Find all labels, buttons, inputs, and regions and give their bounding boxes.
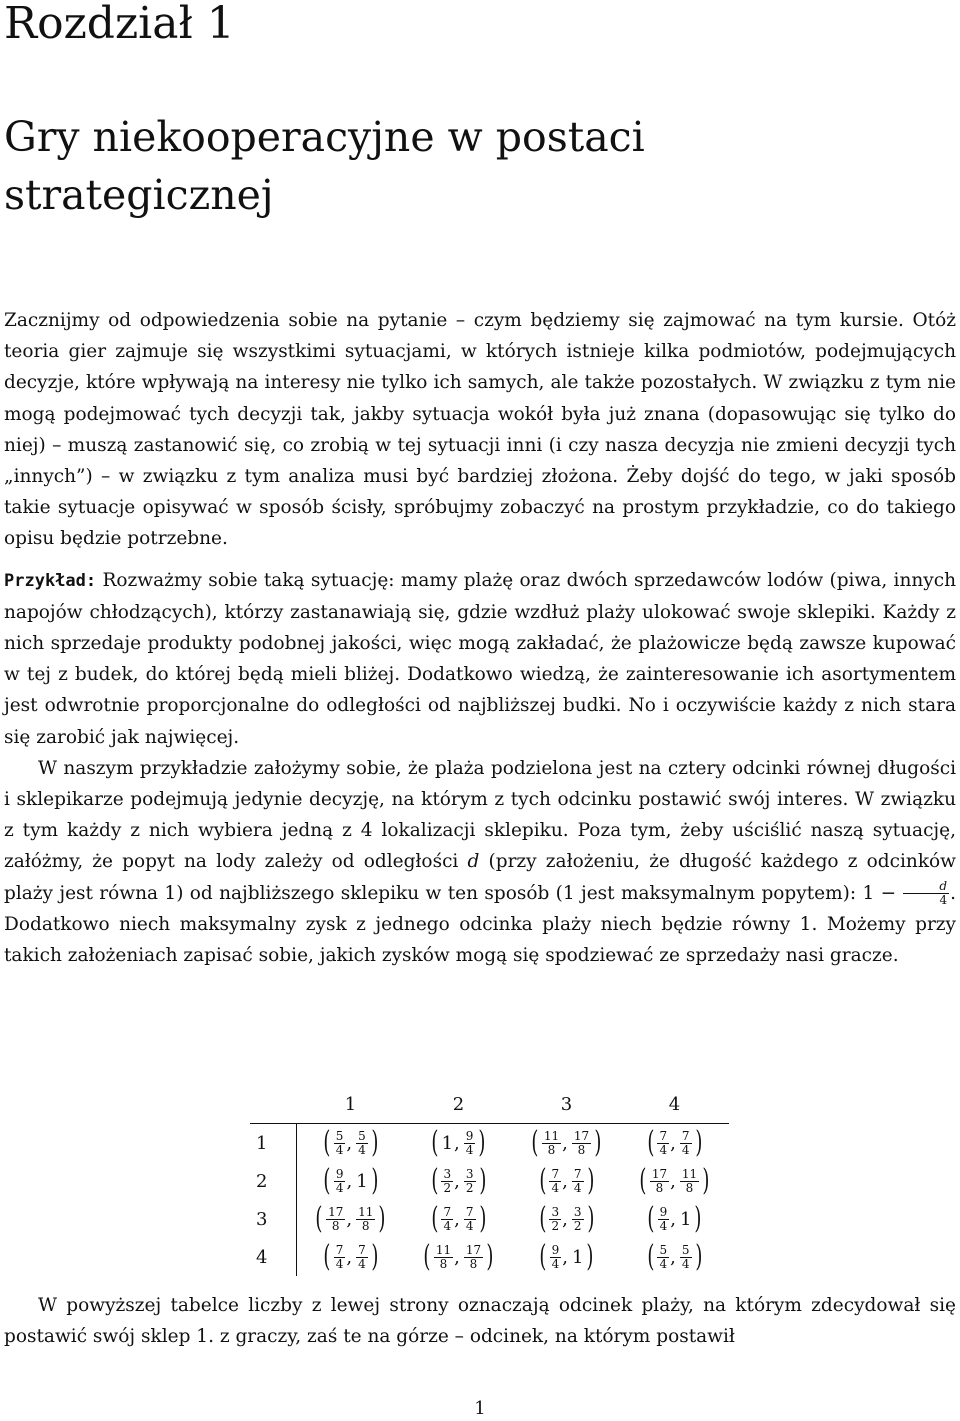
payoff-cell [405, 1124, 513, 1163]
payoff-pair [529, 1125, 604, 1160]
payoff-pair [321, 1163, 380, 1198]
payoff-corner [250, 1085, 297, 1124]
fraction-numerator: 5 [659, 1242, 668, 1257]
fraction-denominator: 8 [439, 1256, 448, 1271]
fraction-denominator: 8 [469, 1256, 478, 1271]
comma: , [670, 1246, 676, 1268]
assumptions-text-b: (przy założeniu, że długość każdego z odcinków plaży jest równa 1) od najbliższego sklepiku w ten sposób (1 jest maksymalnym popytem): 1 − [4, 851, 956, 904]
right-paren: ) [594, 1125, 602, 1160]
payoff-pair [421, 1239, 496, 1274]
fraction-denominator: 4 [358, 1256, 366, 1271]
payoff-col-header: 3 [513, 1085, 621, 1124]
payoff-pair [537, 1201, 596, 1236]
payoff-fraction [434, 1244, 453, 1271]
payoff-fraction [326, 1206, 345, 1233]
fraction-denominator: 2 [551, 1218, 560, 1233]
payoff-pair [429, 1201, 488, 1236]
payoff-cell [405, 1200, 513, 1238]
left-paren: ( [539, 1163, 547, 1198]
payoff-whole-value: 1 [356, 1170, 368, 1192]
payoff-cell [297, 1162, 405, 1200]
payoff-cell [513, 1200, 621, 1238]
fraction-denominator: 8 [361, 1218, 370, 1233]
right-paren: ) [586, 1239, 594, 1274]
fraction-numerator: 17 [465, 1242, 482, 1257]
payoff-row [250, 1200, 729, 1238]
payoff-fraction [334, 1244, 346, 1271]
fraction-numerator: 17 [651, 1166, 668, 1181]
payoff-fraction [549, 1206, 561, 1233]
fraction-numerator: 17 [573, 1128, 590, 1143]
payoff-row [250, 1162, 729, 1200]
fraction-numerator: 7 [659, 1128, 668, 1143]
fraction-numerator: 9 [551, 1242, 560, 1257]
fraction-denominator: 2 [443, 1180, 452, 1195]
fraction-denominator: 4 [465, 1218, 474, 1233]
fraction-denominator: 4 [551, 1180, 560, 1195]
fraction-denominator: 2 [465, 1180, 474, 1195]
payoff-pair [637, 1163, 712, 1198]
right-paren: ) [486, 1239, 494, 1274]
fraction-denominator: 8 [685, 1180, 694, 1195]
payoff-fraction [549, 1168, 561, 1195]
fraction-numerator: 9 [335, 1166, 344, 1181]
payoff-pair [321, 1125, 380, 1160]
fraction-denominator: 8 [655, 1180, 664, 1195]
left-paren: ( [431, 1125, 439, 1160]
payoff-cell [405, 1238, 513, 1276]
paragraph-intro: Zacznijmy od odpowiedzenia sobie na pytanie – czym będziemy się zajmować na tym kursie. Otóż teoria gier zajmuje się wszystkimi sytuacjami, w których istnieje kilka podmiotów, podejmujących decyzje, które wpływają na interesy nie tylko ich samych, ale także pozostałych. W związku z tym nie mogą podejmować tych decyzji tak, jakby sytuacja wokół była już znana (dopasowując się tylko do niej) – muszą zastanowić się, co zrobią w tej sytuacji inni (i czy nasza decyzja nie zmieni decyzji tych „innych”) – w związku z tym analiza musi być bardziej złożona. Żeby dojść do tego, w jaki sposób takie sytuacje opisywać w sposób ścisły, spróbujmy zobaczyć na prostym przykładzie, co do takiego opisu będzie potrzebne. [4, 310, 956, 550]
payoff-fraction [658, 1206, 670, 1233]
fraction-denominator: 2 [573, 1218, 582, 1233]
fraction-numerator: 7 [358, 1242, 366, 1257]
left-paren: ( [323, 1125, 331, 1160]
fraction-numerator: 7 [335, 1242, 344, 1257]
payoff-pair [645, 1125, 704, 1160]
payoff-col-header: 1 [297, 1085, 405, 1124]
body-text [4, 305, 956, 971]
comma: , [562, 1132, 568, 1154]
fraction-denominator: 4 [659, 1142, 668, 1157]
right-paren: ) [694, 1201, 702, 1236]
payoff-fraction [441, 1168, 453, 1195]
fraction-denominator: 4 [659, 1256, 668, 1271]
payoff-fraction [572, 1168, 584, 1195]
left-paren: ( [539, 1201, 547, 1236]
payoff-fraction [680, 1130, 692, 1157]
fraction-numerator: 17 [328, 1204, 344, 1219]
fraction-denominator: 4 [939, 893, 948, 908]
fraction-numerator: 3 [443, 1166, 452, 1181]
distance-variable: d [467, 851, 480, 873]
page-number: 1 [474, 1398, 486, 1419]
payoff-cell [405, 1162, 513, 1200]
fraction-denominator: 4 [681, 1256, 690, 1271]
payoff-header-row [250, 1085, 729, 1124]
paragraph-example [4, 565, 956, 753]
fraction-numerator: 5 [358, 1128, 366, 1143]
example-text: Rozważmy sobie taką sytuację: mamy plażę oraz dwóch sprzedawców lodów (piwa, innych napojów chłodzących), którzy zastanawiają się, gdzie wzdłuż plaży ulokować swoje sklepiki. Każdy z nich sprzedaje produkty podobnej jakości, więc mogą zakładać, że plażowicze będą zawsze kupować w tej z budek, do której będą mieli bliżej. Dodatkowo wiedzą, że zainteresowanie ich asortymentem jest odwrotnie proporcjonalne do odległości od najbliższej budki. No i oczywiście każdy z nich stara się zarobić jak najwięcej. [4, 569, 956, 748]
fraction-numerator: 11 [543, 1128, 560, 1143]
payoff-cell [621, 1162, 729, 1200]
comma: , [670, 1132, 676, 1154]
payoff-pair [537, 1163, 596, 1198]
right-paren: ) [371, 1239, 379, 1274]
payoff-row-header: 3 [256, 1208, 268, 1230]
payoff-row-header: 2 [256, 1170, 268, 1192]
right-paren: ) [478, 1163, 486, 1198]
demand-fraction [903, 880, 949, 907]
right-paren: ) [586, 1201, 594, 1236]
fraction-denominator: 8 [577, 1142, 586, 1157]
payoff-col-header: 4 [621, 1085, 729, 1124]
payoff-row-header: 1 [256, 1132, 268, 1154]
comma: , [454, 1246, 460, 1268]
payoff-pair [313, 1201, 388, 1236]
payoff-cell [297, 1238, 405, 1276]
fraction-numerator: 5 [335, 1128, 344, 1143]
right-paren: ) [694, 1125, 702, 1160]
fraction-numerator: 5 [681, 1242, 690, 1257]
payoff-fraction [356, 1206, 375, 1233]
payoff-fraction [464, 1206, 476, 1233]
comma: , [346, 1132, 353, 1154]
left-paren: ( [647, 1201, 655, 1236]
comma: , [346, 1208, 353, 1230]
left-paren: ( [539, 1239, 547, 1274]
right-paren: ) [478, 1201, 486, 1236]
fraction-denominator: 4 [335, 1256, 344, 1271]
comma: , [454, 1170, 460, 1192]
payoff-cell [297, 1124, 405, 1163]
payoff-fraction [657, 1244, 669, 1271]
payoff-whole-value: 1 [571, 1246, 584, 1268]
fraction-denominator: 8 [547, 1142, 556, 1157]
fraction-denominator: 4 [551, 1256, 560, 1271]
comma: , [670, 1170, 676, 1192]
fraction-numerator: 7 [465, 1204, 474, 1219]
payoff-fraction [464, 1168, 476, 1195]
payoff-fraction [680, 1168, 699, 1195]
comma: , [562, 1170, 568, 1192]
payoff-pair [645, 1239, 704, 1274]
payoff-pair [645, 1201, 704, 1236]
payoff-fraction [550, 1244, 562, 1271]
left-paren: ( [647, 1239, 655, 1274]
right-paren: ) [378, 1201, 386, 1236]
comma: , [454, 1208, 460, 1230]
left-paren: ( [323, 1239, 331, 1274]
chapter-label: Rozdział 1 [4, 0, 235, 49]
payoff-col-header: 2 [405, 1085, 513, 1124]
comma: , [562, 1208, 568, 1230]
payoff-fraction [464, 1244, 483, 1271]
fraction-denominator: 4 [465, 1142, 474, 1157]
assumptions-text-a: W naszym przykładzie założymy sobie, że plaża podzielona jest na cztery odcinki równej długości i sklepikarze podejmują jedynie decyzję, na którym z tych odcinku postawić swój interes. W związku z tym każdy z nich wybiera jedną z 4 lokalizacji sklepiku. Poza tym, żeby uściślić naszą sytuację, załóżmy, że popyt na lody zależy od odległości [4, 757, 956, 873]
fraction-numerator: 11 [358, 1204, 374, 1219]
payoff-pair [537, 1239, 596, 1274]
fraction-denominator: 4 [335, 1142, 344, 1157]
fraction-denominator: 4 [335, 1180, 344, 1195]
payoff-row-header: 4 [256, 1246, 268, 1268]
fraction-numerator: 3 [573, 1204, 582, 1219]
payoff-fraction [542, 1130, 561, 1157]
fraction-numerator: 11 [435, 1242, 452, 1257]
payoff-fraction [334, 1168, 346, 1195]
fraction-numerator: 7 [443, 1204, 452, 1219]
fraction-numerator: 3 [551, 1204, 560, 1219]
fraction-numerator: 9 [659, 1204, 668, 1219]
left-paren: ( [315, 1201, 323, 1236]
payoff-fraction [650, 1168, 669, 1195]
example-label: Przykład: [4, 570, 97, 591]
comma: , [670, 1208, 676, 1230]
payoff-pair [429, 1163, 488, 1198]
payoff-whole-value: 1 [679, 1208, 692, 1230]
right-paren: ) [371, 1125, 379, 1160]
right-paren: ) [478, 1125, 486, 1160]
payoff-fraction [356, 1244, 368, 1271]
right-paren: ) [371, 1163, 379, 1198]
payoff-pair [429, 1125, 488, 1160]
left-paren: ( [323, 1163, 331, 1198]
fraction-denominator: 8 [331, 1218, 340, 1233]
fraction-denominator: 4 [358, 1142, 366, 1157]
payoff-cell [513, 1162, 621, 1200]
fraction-numerator: 7 [551, 1166, 560, 1181]
payoff-fraction [680, 1244, 692, 1271]
assumptions-text-c: . Dodatkowo niech maksymalny zysk z jednego odcinka plaży niech będzie równy 1. Możemy przy takich założeniach zapisać sobie, jakich zysków mogą się spodziewać ze sprzedaży nasi gracze. [4, 882, 956, 967]
left-paren: ( [647, 1125, 655, 1160]
payoff-fraction [572, 1206, 584, 1233]
fraction-numerator: 3 [465, 1166, 474, 1181]
payoff-row [250, 1124, 729, 1163]
chapter-title: Gry niekooperacyjne w postaci strategicznej [4, 113, 645, 219]
right-paren: ) [694, 1239, 702, 1274]
payoff-cell [513, 1124, 621, 1163]
fraction-denominator: 4 [573, 1180, 582, 1195]
payoff-cell [621, 1124, 729, 1163]
fraction-numerator: 11 [681, 1166, 698, 1181]
left-paren: ( [531, 1125, 539, 1160]
payoff-cell [297, 1200, 405, 1238]
comma: , [346, 1246, 353, 1268]
fraction-denominator: 4 [443, 1218, 452, 1233]
left-paren: ( [431, 1163, 439, 1198]
payoff-fraction [441, 1206, 453, 1233]
paragraph-assumptions [4, 753, 956, 971]
left-paren: ( [423, 1239, 431, 1274]
payoff-cell [513, 1238, 621, 1276]
fraction-numerator: 9 [465, 1128, 474, 1143]
after-table-text [4, 1290, 956, 1352]
fraction-numerator: 7 [681, 1128, 690, 1143]
payoff-fraction [657, 1130, 669, 1157]
payoff-whole-value: 1 [441, 1132, 454, 1154]
payoff-cell [621, 1238, 729, 1276]
right-paren: ) [702, 1163, 710, 1198]
payoff-fraction [334, 1130, 346, 1157]
payoff-fraction [356, 1130, 368, 1157]
payoff-table [250, 1085, 729, 1276]
payoff-pair [321, 1239, 380, 1274]
payoff-fraction [572, 1130, 591, 1157]
fraction-numerator: d [903, 880, 949, 894]
comma: , [346, 1170, 353, 1192]
left-paren: ( [431, 1201, 439, 1236]
paragraph-table-explanation: W powyższej tabelce liczby z lewej strony oznaczają odcinek plaży, na którym zdecydował się postawić swój sklep 1. z graczy, zaś te na górze – odcinek, na którym postawił [4, 1295, 956, 1348]
right-paren: ) [586, 1163, 594, 1198]
payoff-cell [621, 1200, 729, 1238]
fraction-denominator: 4 [681, 1142, 690, 1157]
comma: , [562, 1246, 568, 1268]
fraction-numerator: 7 [573, 1166, 582, 1181]
payoff-fraction [464, 1130, 476, 1157]
fraction-denominator: 4 [659, 1218, 668, 1233]
left-paren: ( [639, 1163, 647, 1198]
comma: , [454, 1132, 460, 1154]
payoff-row [250, 1238, 729, 1276]
